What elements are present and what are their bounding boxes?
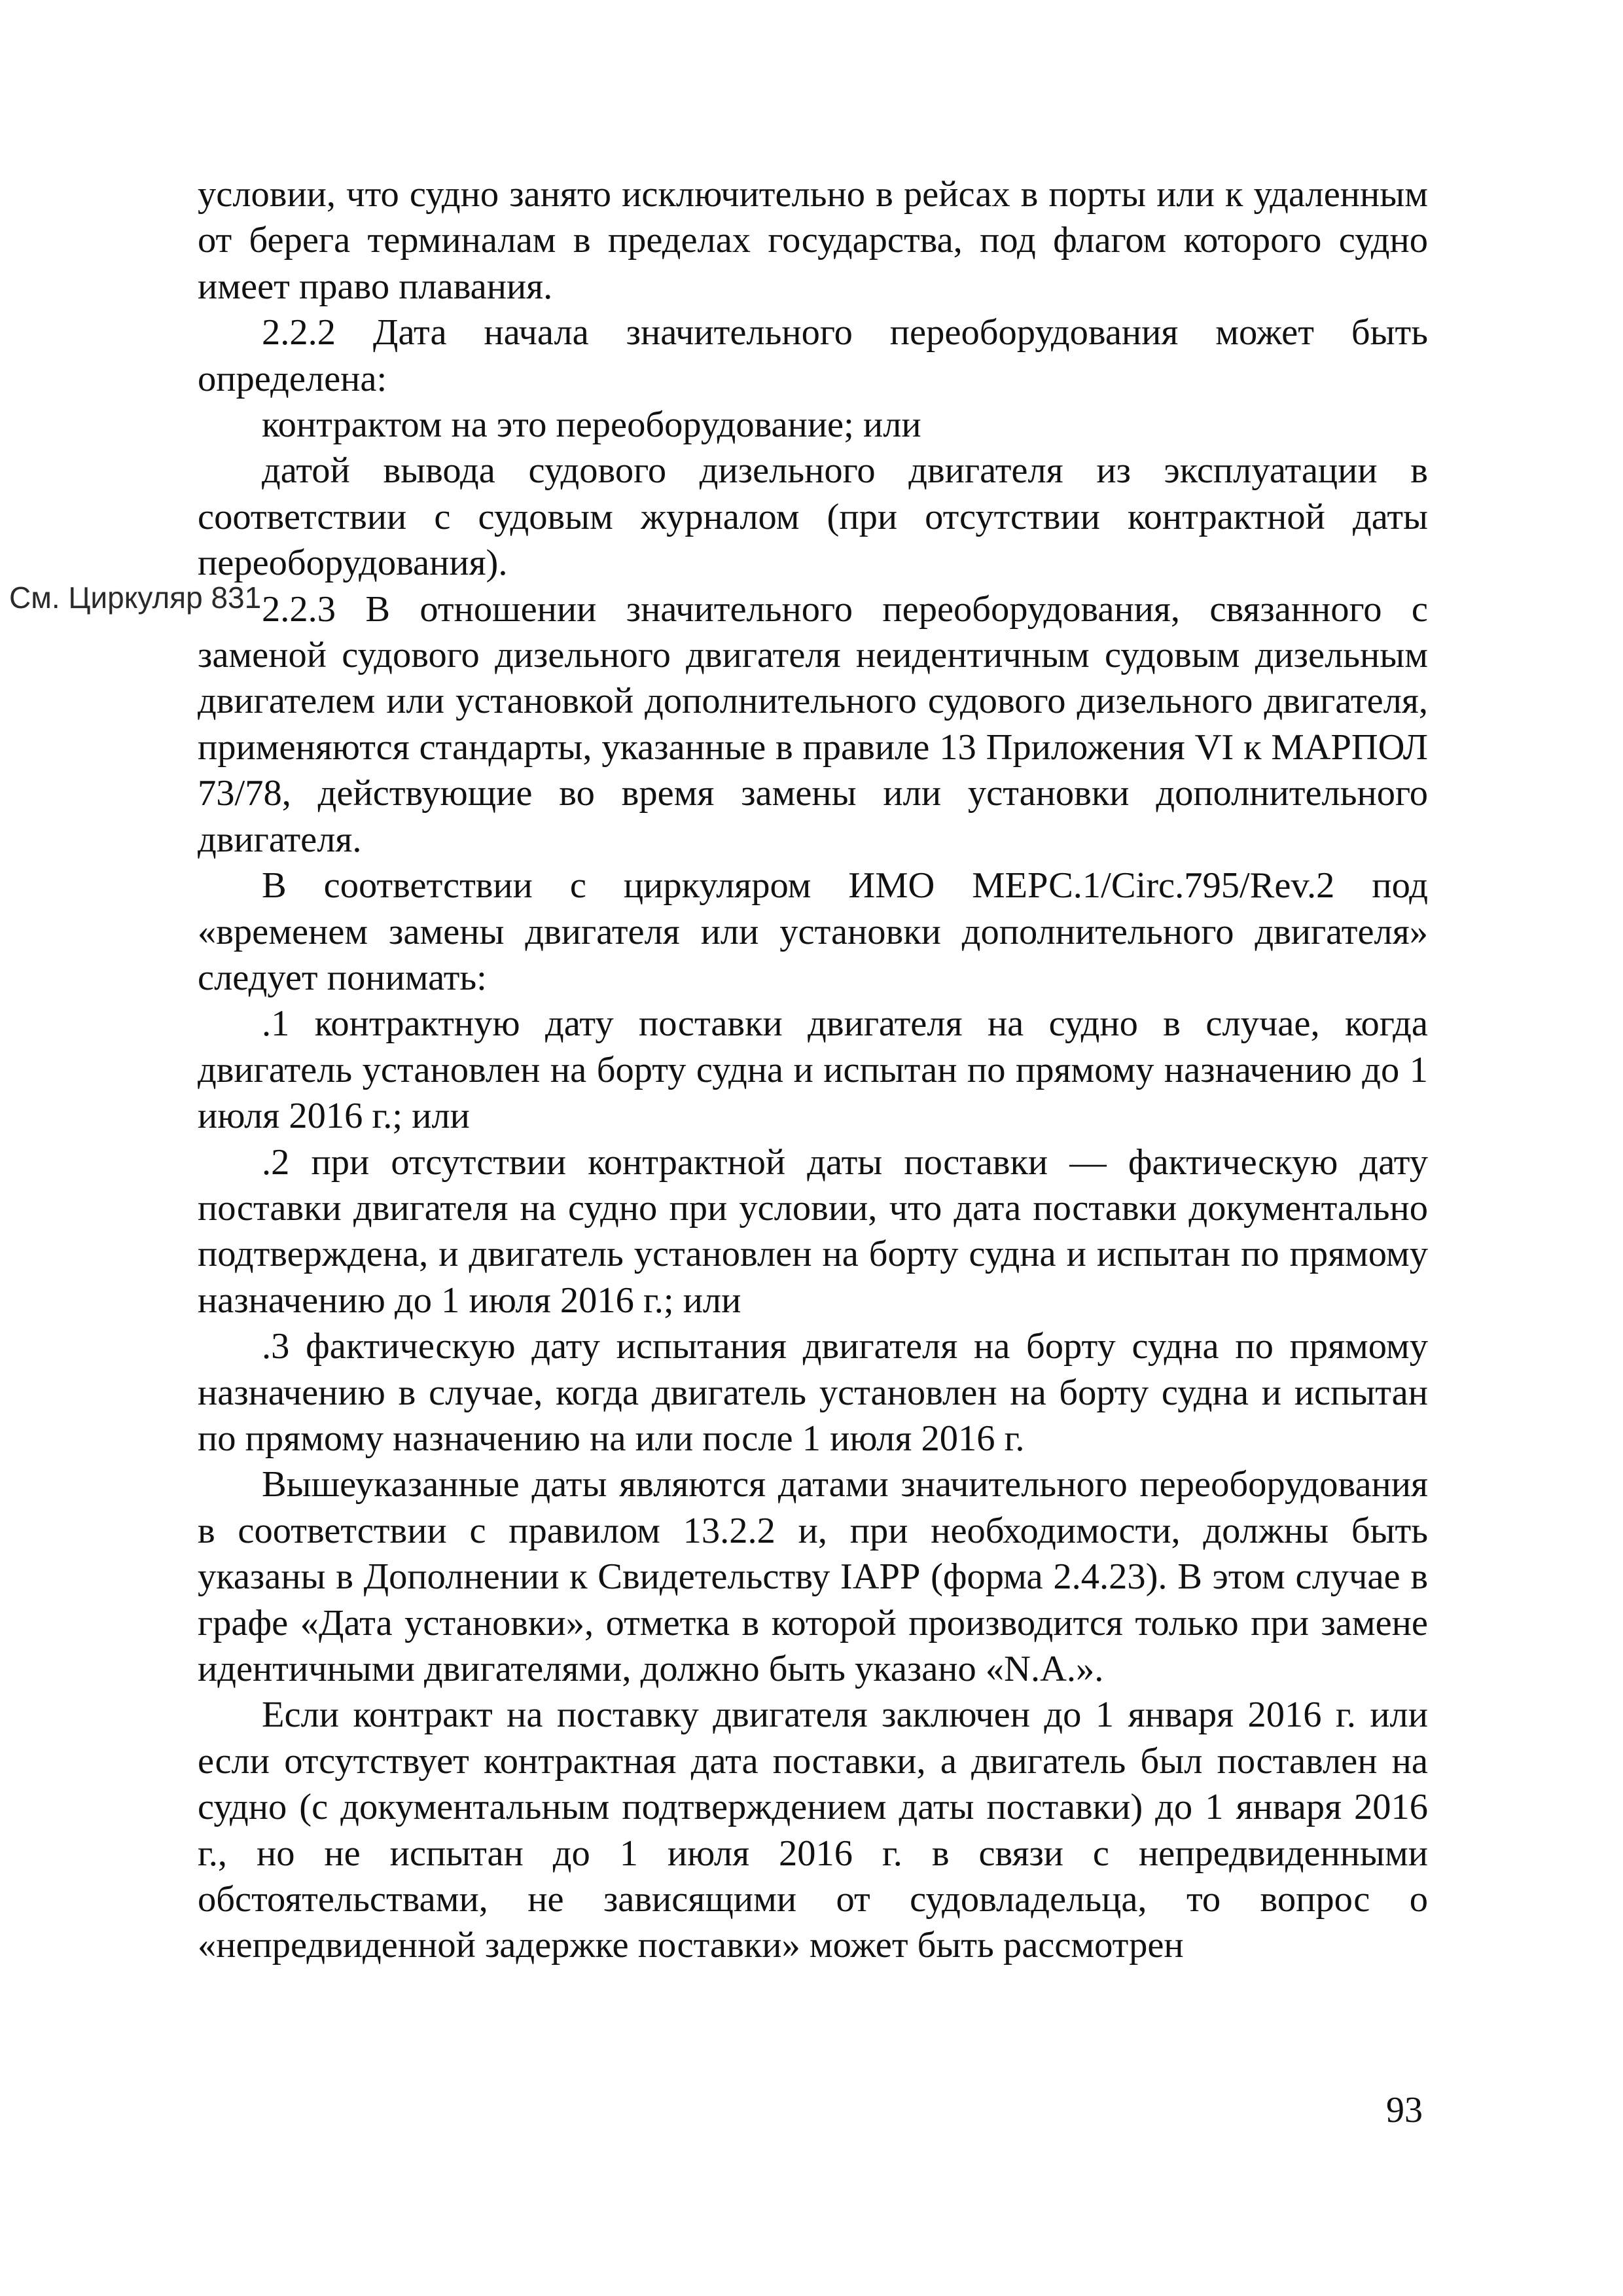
paragraph-imo-circular: В соответствии с циркуляром ИМО МЕРС.1/Circ.795/Rev.2 под «временем замены двигателя или установки дополнительного двигателя» следует понимать: (198, 865, 1428, 998)
paragraph-delivery-contract: Если контракт на поставку двигателя заключен до 1 января 2016 г. или если отсутствует контрактная дата поставки, а двигатель был поставлен на судно (с документальным подтверждением даты поставки) до 1 января 2016 г., но не испытан до 1 июля 2016 г. в связи с непредвиденными обстоятельствами, не зависящими от судовладельца, то вопрос о «непредвиденной задержке поставки» может быть рассмотрен (198, 1695, 1428, 1966)
paragraph-contract: контрактом на это переоборудование; или (262, 404, 921, 446)
paragraph-2-2-3: 2.2.3 В отношении значительного переоборудования, связанного с заменой судового дизельного двигателя неидентичным судовым дизельным двигателем или установкой дополнительного судового дизельного двигателя, применяются стандарты, указанные в правиле 13 Приложения VI к МАРПОЛ 73/78, действующие во время замены или установки дополнительного двигателя. (198, 588, 1428, 860)
body-text (198, 171, 1428, 1969)
paragraph-continuation: условии, что судно занято исключительно в рейсах в порты или к удаленным от берега терминалам в пределах государства, под флагом которого судно имеет право плавания. (198, 174, 1428, 307)
list-item-2: .2 при отсутствии контрактной даты поставки — фактическую дату поставки двигателя на судно при условии, что дата поставки документально подтверждена, и двигатель установлен на борту судна и испытан по прямому назначению до 1 июля 2016 г.; или (198, 1141, 1428, 1321)
list-item-3: .3 фактическую дату испытания двигателя на борту судна по прямому назначению в случае, когда двигатель установлен на борту судна и испытан по прямому назначению на или после 1 июля 2016 г. (198, 1326, 1428, 1459)
paragraph-above-dates: Вышеуказанные даты являются датами значительного переоборудования в соответствии с правилом 13.2.2 и, при необходимости, должны быть указаны в Дополнении к Свидетельству IАРР (форма 2.4.23). В этом случае в графе «Дата установки», отметка в которой производится только при замене идентичными двигателями, должно быть указано «N.A.». (198, 1464, 1428, 1689)
paragraph-decommission-date: датой вывода судового дизельного двигателя из эксплуатации в соответствии с судовым журналом (при отсутствии контрактной даты переоборудования). (198, 450, 1428, 584)
page-number: 93 (1386, 2090, 1423, 2130)
margin-note: См. Циркуляр 831 (9, 581, 262, 615)
paragraph-2-2-2: 2.2.2 Дата начала значительного переоборудования может быть определена: (198, 312, 1428, 399)
list-item-1: .1 контрактную дату поставки двигателя на судно в случае, когда двигатель установлен на борту судна и испытан по прямому назначению до 1 июля 2016 г.; или (198, 1003, 1428, 1137)
